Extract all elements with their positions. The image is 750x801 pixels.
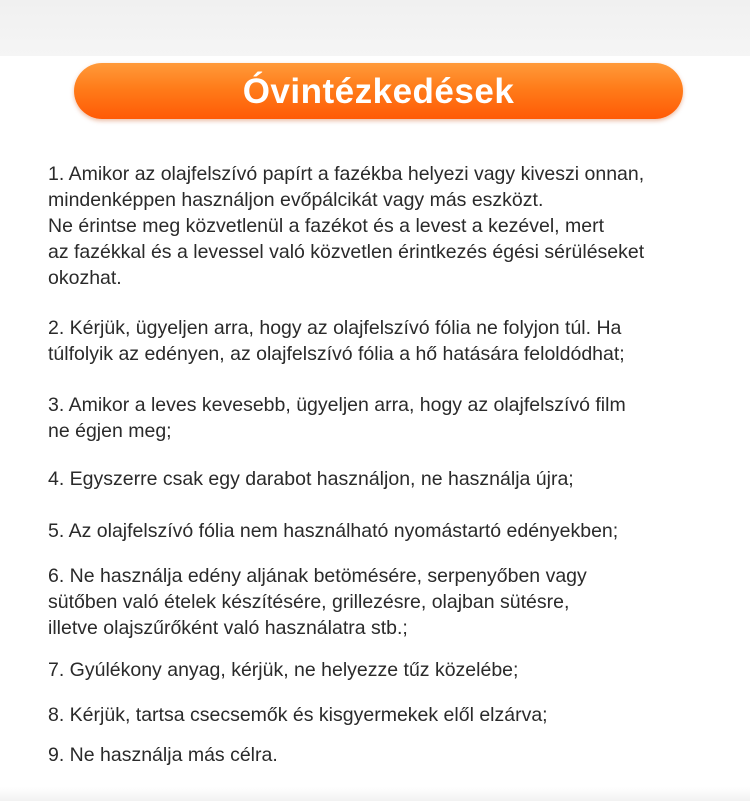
item-line: ne égjen meg;	[48, 420, 172, 442]
item-line: sütőben való ételek készítésére, grillezésre, olajban sütésre,	[48, 591, 570, 613]
title-banner	[74, 63, 683, 119]
top-background-band	[0, 0, 750, 56]
item-line: az fazékkal és a levessel való közvetlen érintkezés égési sérüléseket	[48, 241, 645, 263]
item-line: 5. Az olajfelszívó fólia nem használható nyomástartó edényekben;	[48, 520, 619, 542]
precaution-item-8	[48, 702, 738, 728]
item-line: okozhat.	[48, 267, 122, 289]
item-line: mindenképpen használjon evőpálcikát vagy más eszközt.	[48, 189, 544, 211]
item-line: túlfolyik az edényen, az olajfelszívó fólia a hő hatására feloldódhat;	[48, 343, 625, 365]
item-line: 7. Gyúlékony anyag, kérjük, ne helyezze tűz közelébe;	[48, 659, 519, 681]
item-line: 6. Ne használja edény aljának betömésére, serpenyőben vagy	[48, 565, 587, 587]
precaution-item-5	[48, 518, 738, 544]
item-line: 4. Egyszerre csak egy darabot használjon, ne használja újra;	[48, 468, 574, 490]
bottom-background-band	[0, 787, 750, 801]
precaution-item-9	[48, 742, 738, 768]
item-line: Ne érintse meg közvetlenül a fazékot és a levest a kezével, mert	[48, 215, 605, 237]
item-line: 1. Amikor az olajfelszívó papírt a fazékba helyezi vagy kiveszi onnan,	[48, 163, 645, 185]
precaution-item-3	[48, 392, 738, 444]
page-title: Óvintézkedések	[242, 71, 515, 111]
item-line: illetve olajszűrőként való használatra stb.;	[48, 617, 408, 639]
precaution-item-2	[48, 315, 738, 367]
precaution-item-1	[48, 161, 738, 291]
item-line: 9. Ne használja más célra.	[48, 744, 278, 766]
item-line: 3. Amikor a leves kevesebb, ügyeljen arra, hogy az olajfelszívó film	[48, 394, 626, 416]
item-line: 2. Kérjük, ügyeljen arra, hogy az olajfelszívó fólia ne folyjon túl. Ha	[48, 317, 622, 339]
precaution-item-4	[48, 466, 738, 492]
item-line: 8. Kérjük, tartsa csecsemők és kisgyermekek elől elzárva;	[48, 704, 548, 726]
precaution-item-6	[48, 563, 738, 641]
precaution-item-7	[48, 657, 738, 683]
